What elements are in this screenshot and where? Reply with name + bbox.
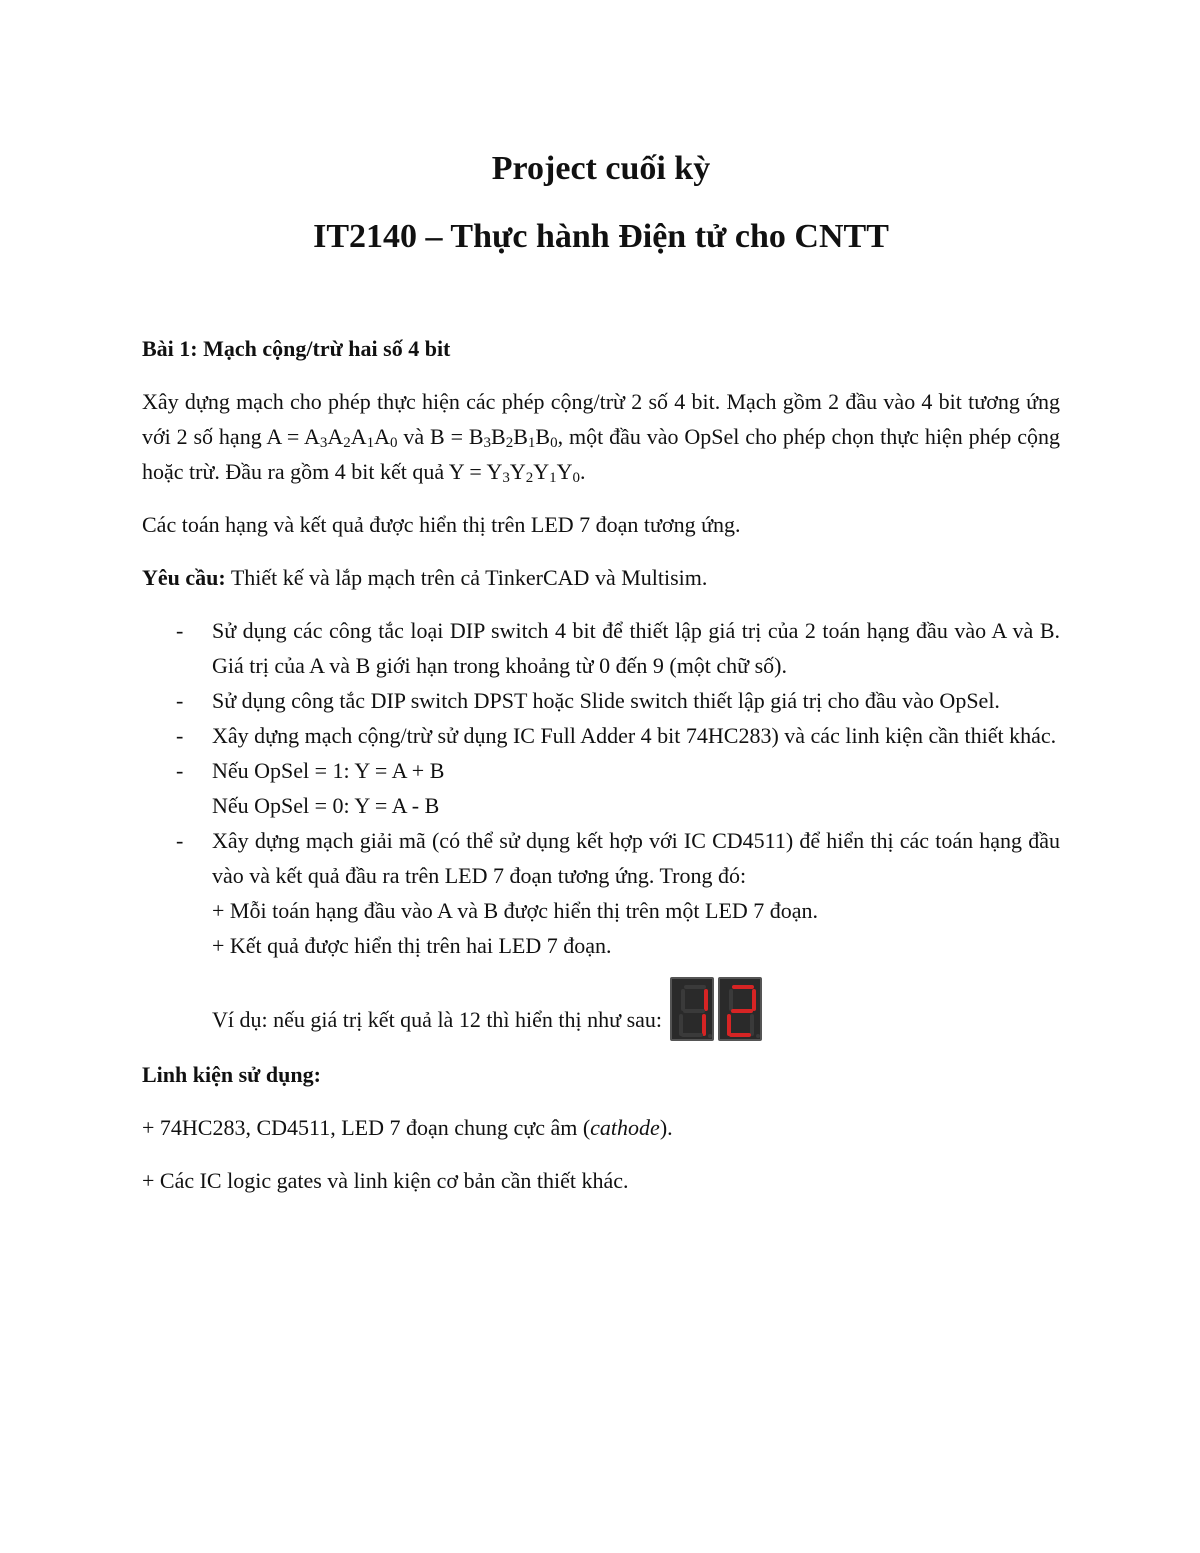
bullet-dash: - — [176, 723, 184, 748]
y-letter: Y — [509, 459, 526, 484]
segment-f — [681, 989, 685, 1011]
list-item — [142, 823, 1060, 963]
a-letter: A — [374, 424, 391, 449]
bullet-dash: - — [176, 618, 184, 643]
segment-e — [679, 1014, 683, 1036]
segment-d — [729, 1033, 751, 1037]
decoder-text: Xây dựng mạch giải mã (có thể sử dụng kết hợp với IC CD4511) để hiển thị các toán hạng đầu vào và kết quả đầu ra trên LED 7 đoạn tương ứng. Trong đó: — [212, 828, 1060, 888]
bullet-dash: - — [176, 828, 184, 853]
section-label: Bài 1 — [142, 336, 191, 361]
seven-segment-display — [670, 977, 762, 1041]
decoder-sub-1: + Mỗi toán hạng đầu vào A và B được hiển thị trên một LED 7 đoạn. — [212, 898, 819, 923]
bullet-dash: - — [176, 688, 184, 713]
decoder-sub-2: + Kết quả được hiển thị trên hai LED 7 đoạn. — [212, 933, 612, 958]
component-line-2: + Các IC logic gates và linh kiện cơ bản cần thiết khác. — [142, 1168, 629, 1193]
requirement-label: Yêu cầu: — [142, 565, 226, 590]
list-item — [142, 683, 1060, 718]
list-item — [142, 718, 1060, 753]
segment-a — [684, 985, 706, 989]
example-line — [212, 977, 1060, 1039]
seven-segment-digit — [670, 977, 714, 1041]
example-text: Ví dụ: nếu giá trị kết quả là 12 thì hiển thị như sau: — [212, 1007, 663, 1032]
description-part2: và B = B — [397, 424, 484, 449]
segment-b — [752, 989, 756, 1011]
a-letter: A — [350, 424, 367, 449]
b-letter: B — [513, 424, 528, 449]
segment-c — [750, 1014, 754, 1036]
list-item — [142, 613, 1060, 683]
y-letter: Y — [556, 459, 573, 484]
a-sub-2: 2 — [343, 435, 351, 451]
section-description — [142, 384, 1060, 489]
b-sub-1: 1 — [527, 435, 536, 451]
component-line-1-prefix: + 74HC283, CD4511, LED 7 đoạn chung cực âm ( — [142, 1115, 591, 1140]
segment-dp — [756, 1034, 760, 1038]
components-title: Linh kiện sử dụng: — [142, 1062, 321, 1087]
segment-dp — [708, 1034, 712, 1038]
y-sub-2: 2 — [525, 470, 534, 486]
b-sub-0: 0 — [550, 435, 558, 451]
opsel-line-1: Nếu OpSel = 1: Y = A + B — [212, 758, 445, 783]
b-sub-3: 3 — [483, 435, 492, 451]
requirement-item-text: Sử dụng các công tắc loại DIP switch 4 bit để thiết lập giá trị của 2 toán hạng đầu vào A và B. Giá trị của A và B giới hạn trong khoảng từ 0 đến 9 (một chữ số). — [212, 618, 1060, 678]
section-heading — [142, 332, 1060, 366]
component-line-1 — [142, 1110, 1060, 1145]
segment-d — [681, 1033, 703, 1037]
a-sub-1: 1 — [366, 435, 375, 451]
segment-f — [729, 989, 733, 1011]
a-letter: A — [327, 424, 344, 449]
b-letter: B — [535, 424, 551, 449]
requirement-item-text: Sử dụng công tắc DIP switch DPST hoặc Slide switch thiết lập giá trị cho đầu vào OpSel. — [212, 688, 1000, 713]
requirement-line — [142, 560, 1060, 595]
segment-c — [702, 1014, 706, 1036]
section-title-text: : Mạch cộng/trừ hai số 4 bit — [190, 336, 451, 361]
component-line-1-suffix: ). — [659, 1115, 673, 1140]
bullet-dash: - — [176, 758, 184, 783]
opsel-line-2: Nếu OpSel = 0: Y = A - B — [212, 793, 440, 818]
requirement-item-text: Xây dựng mạch cộng/trừ sử dụng IC Full Adder 4 bit 74HC283) và các linh kiện cần thiết khác. — [212, 723, 1057, 748]
a-sub-3: 3 — [319, 435, 328, 451]
document-content — [142, 140, 1060, 1198]
b-sub-2: 2 — [505, 435, 514, 451]
document-title: Project cuối kỳ — [491, 150, 711, 187]
segment-b — [704, 989, 708, 1011]
document-subtitle: IT2140 – Thực hành Điện tử cho CNTT — [313, 218, 889, 255]
description-part1: Xây dựng mạch cho phép thực hiện các phép cộng/trừ 2 số 4 bit. Mạch gồm 2 đầu vào 4 bit tương ứng với 2 số hạng A = A — [142, 389, 1060, 449]
segment-g — [683, 1009, 705, 1013]
description-end: . — [580, 459, 586, 484]
requirements-list — [142, 613, 1060, 963]
y-letter: Y — [533, 459, 550, 484]
segment-e — [727, 1014, 731, 1036]
y-sub-3: 3 — [502, 470, 510, 486]
requirement-text: Thiết kế và lắp mạch trên cả TinkerCAD và Multisim. — [225, 565, 708, 590]
a-sub-0: 0 — [390, 435, 398, 451]
y-sub-0: 0 — [572, 470, 581, 486]
segment-g — [731, 1009, 753, 1013]
list-item — [142, 753, 1060, 823]
component-line-1-italic: cathode — [590, 1115, 660, 1140]
description-part3: , một đầu vào OpSel cho phép chọn thực hiện phép cộng hoặc trừ. Đầu ra gồm 4 bit kết quả Y = Y — [142, 424, 1060, 484]
display-note: Các toán hạng và kết quả được hiển thị trên LED 7 đoạn tương ứng. — [142, 512, 741, 537]
segment-a — [732, 985, 754, 989]
seven-segment-digit — [718, 977, 762, 1041]
y-sub-1: 1 — [549, 470, 557, 486]
b-letter: B — [491, 424, 506, 449]
